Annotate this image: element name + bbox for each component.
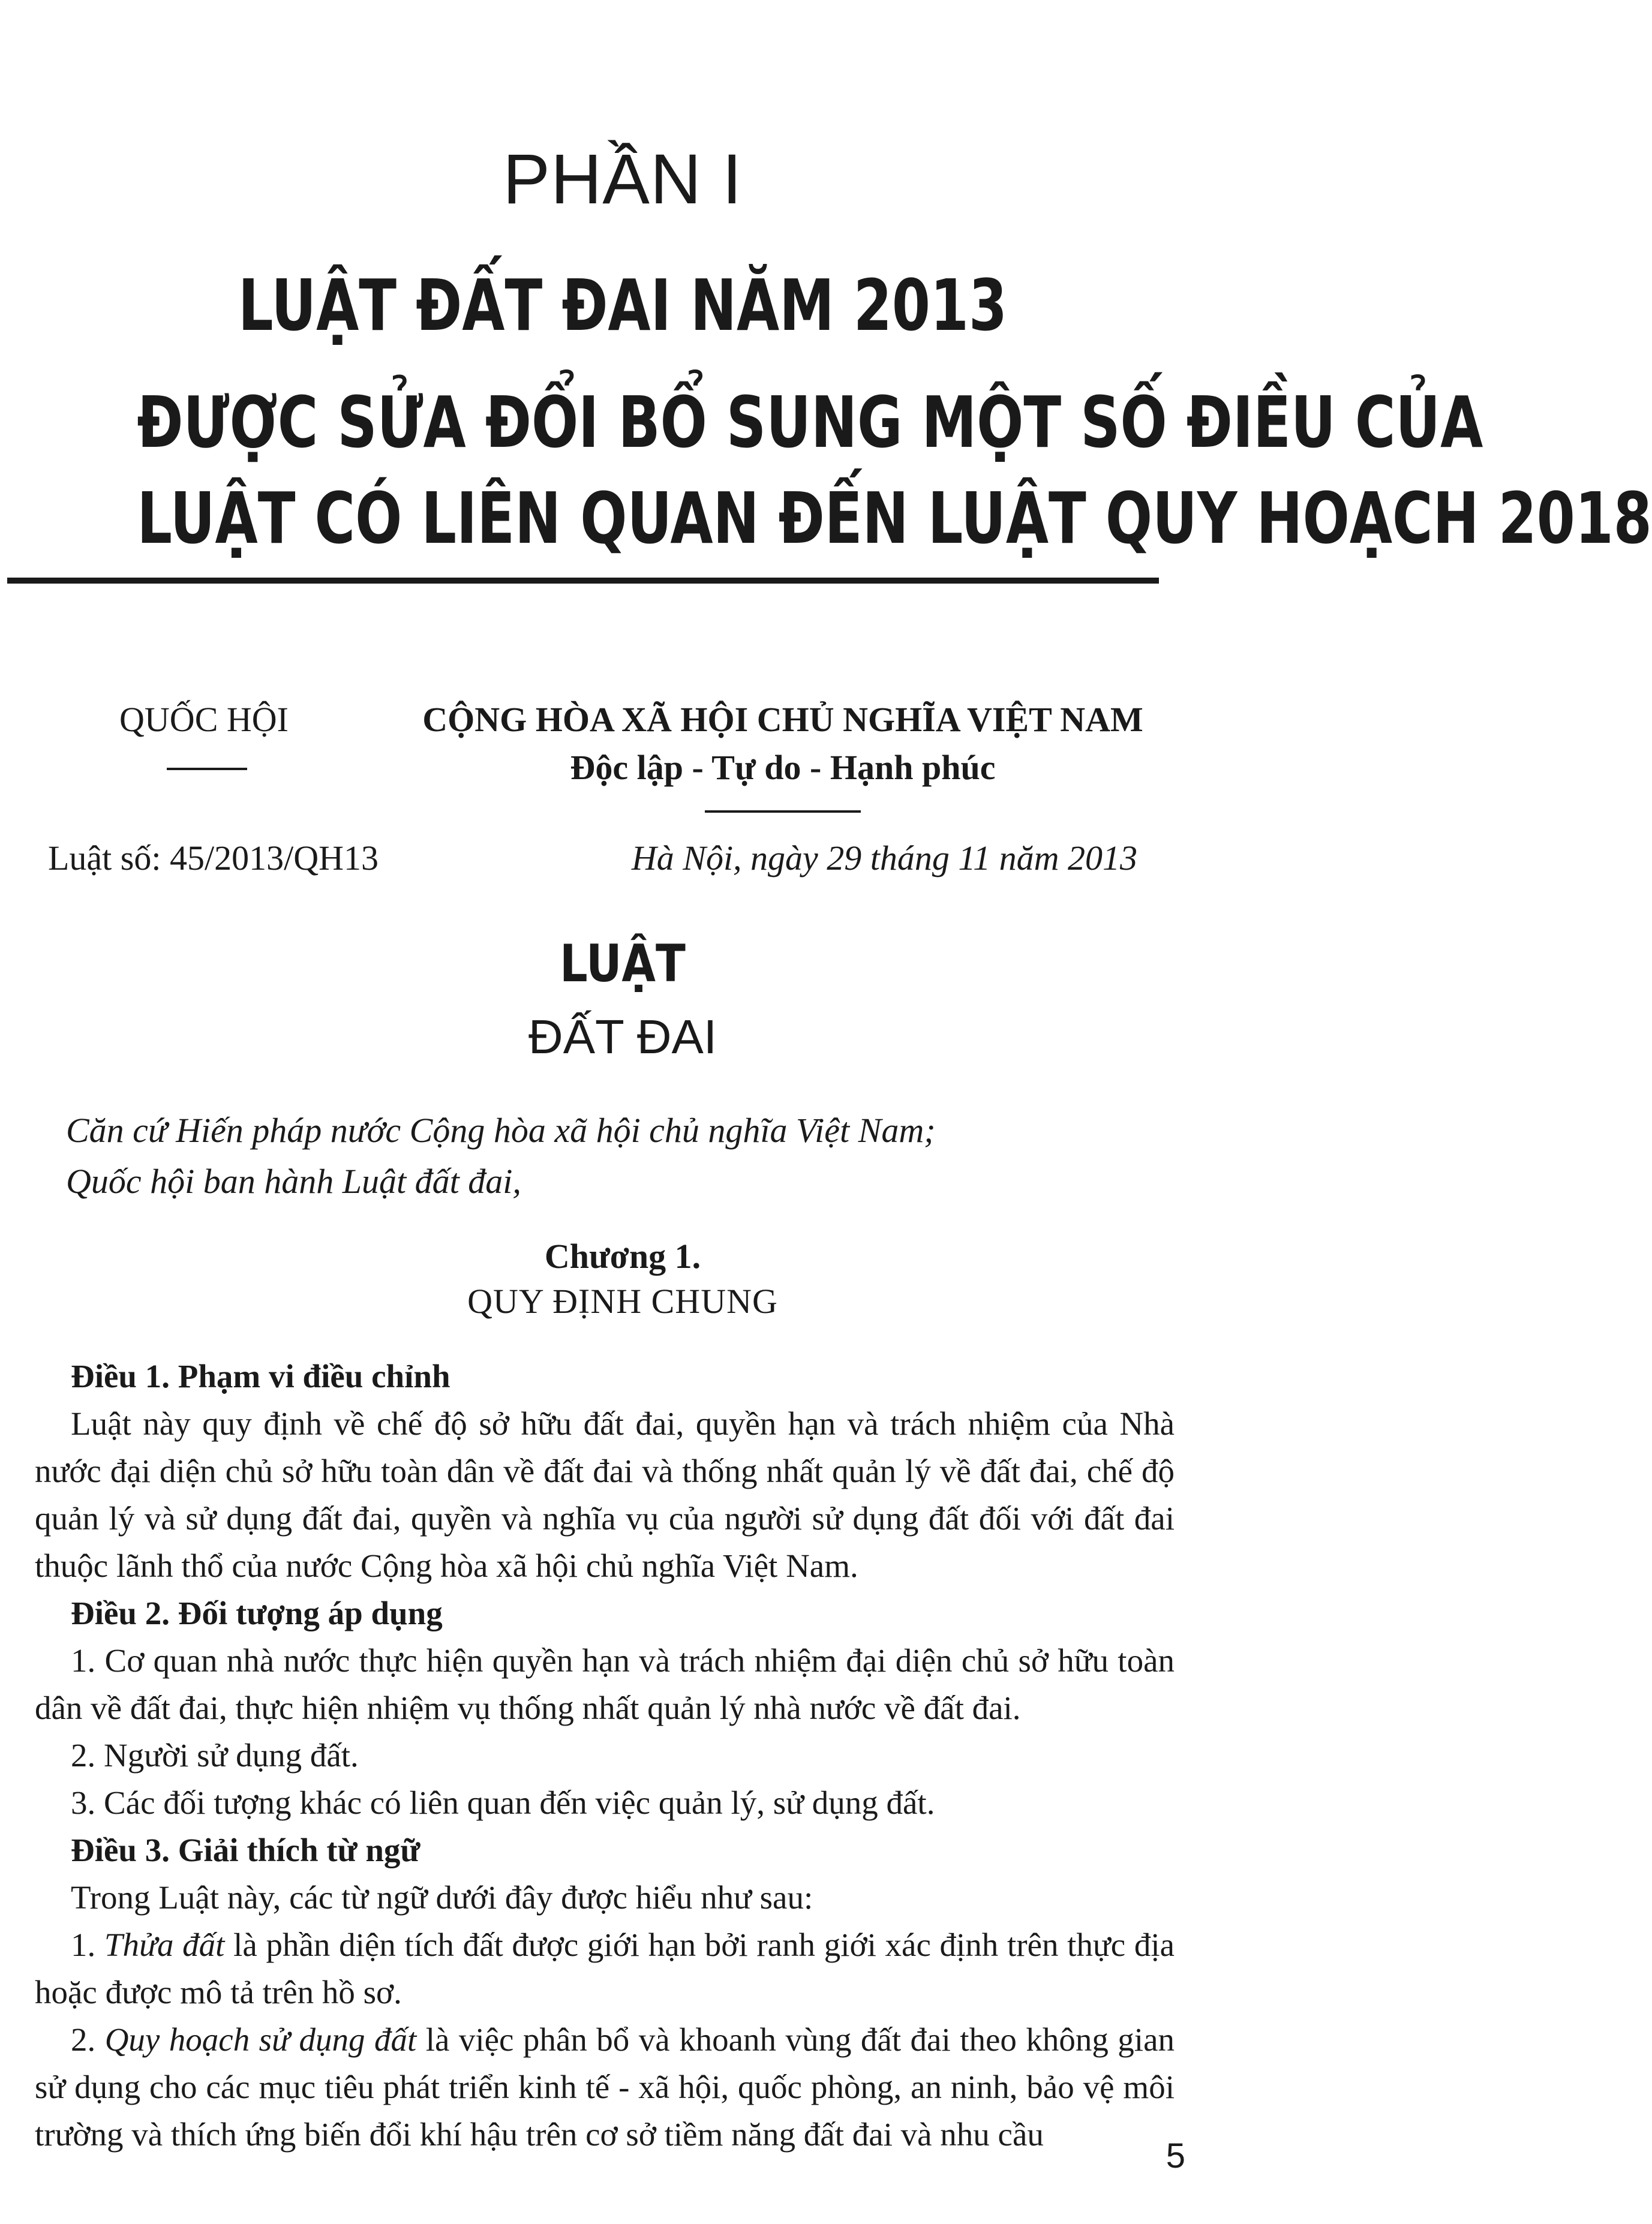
item-number: 2.	[71, 2021, 96, 2058]
title-divider	[7, 578, 1159, 584]
article-3-item-2	[35, 2016, 1175, 2158]
part-label: PHẦN I	[503, 140, 743, 219]
issuing-body: QUỐC HỘI	[119, 700, 289, 739]
preamble-line-2: Quốc hội ban hành Luật đất đai,	[66, 1162, 521, 1201]
article-2-item-1: 1. Cơ quan nhà nước thực hiện quyền hạn và trách nhiệm đại diện chủ sở hữu toàn dân về đất đai, thực hiện nhiệm vụ thống nhất quản lý nhà nước về đất đai.	[35, 1642, 1175, 1726]
chapter-title: QUY ĐỊNH CHUNG	[467, 1282, 778, 1321]
book-title-line-1: LUẬT ĐẤT ĐAI NĂM 2013	[238, 264, 1008, 347]
article-body	[35, 1353, 1175, 2158]
issuer-underline	[167, 768, 247, 770]
page-number: 5	[1166, 2136, 1185, 2175]
definition-text: là phần diện tích đất được giới hạn bởi ranh giới xác định trên thực địa hoặc được mô tả trên hồ sơ.	[35, 1927, 1175, 2010]
article-1-heading: Điều 1. Phạm vi điều chỉnh	[71, 1358, 450, 1394]
law-label: LUẬT	[560, 934, 686, 994]
book-title-line-2: ĐƯỢC SỬA ĐỔI BỔ SUNG MỘT SỐ ĐIỀU CỦA	[137, 381, 1483, 464]
law-name: ĐẤT ĐAI	[528, 1010, 717, 1063]
article-2-item-3: 3. Các đối tượng khác có liên quan đến việc quản lý, sử dụng đất.	[71, 1784, 935, 1821]
article-3-item-1	[35, 1921, 1175, 2016]
law-number: Luật số: 45/2013/QH13	[48, 838, 379, 877]
article-2-item-2: 2. Người sử dụng đất.	[71, 1737, 359, 1774]
article-3-intro: Trong Luật này, các từ ngữ dưới đây được hiểu như sau:	[71, 1879, 813, 1916]
national-motto: Độc lập - Tự do - Hạnh phúc	[570, 748, 996, 787]
article-1-text: Luật này quy định về chế độ sở hữu đất đai, quyền hạn và trách nhiệm của Nhà nước đại diện chủ sở hữu toàn dân về đất đai và thống nhất quản lý về đất đai, chế độ quản lý và sử dụng đất đai, quyền và nghĩa vụ của người sử dụng đất đối với đất đai thuộc lãnh thổ của nước Cộng hòa xã hội chủ nghĩa Việt Nam.	[35, 1405, 1175, 1584]
chapter-label: Chương 1.	[544, 1237, 701, 1276]
defined-term: Quy hoạch sử dụng đất	[104, 2021, 417, 2058]
preamble-line-1: Căn cứ Hiến pháp nước Cộng hòa xã hội chủ nghĩa Việt Nam;	[66, 1111, 936, 1150]
motto-underline	[705, 810, 861, 813]
definition-text: là việc phân bổ và khoanh vùng đất đai theo không gian sử dụng cho các mục tiêu phát triển kinh tế - xã hội, quốc phòng, an ninh, bảo vệ môi trường và thích ứng biến đổi khí hậu trên cơ sở tiềm năng đất đai và nhu cầu	[35, 2021, 1175, 2153]
article-3-heading: Điều 3. Giải thích từ ngữ	[71, 1832, 420, 1868]
item-number: 1.	[71, 1927, 96, 1963]
national-title: CỘNG HÒA XÃ HỘI CHỦ NGHĨA VIỆT NAM	[422, 700, 1143, 739]
book-title-line-3: LUẬT CÓ LIÊN QUAN ĐẾN LUẬT QUY HOẠCH 2018	[137, 477, 1652, 560]
article-2-heading: Điều 2. Đối tượng áp dụng	[71, 1595, 443, 1631]
defined-term: Thửa đất	[104, 1927, 225, 1963]
place-and-date: Hà Nội, ngày 29 tháng 11 năm 2013	[631, 838, 1137, 877]
